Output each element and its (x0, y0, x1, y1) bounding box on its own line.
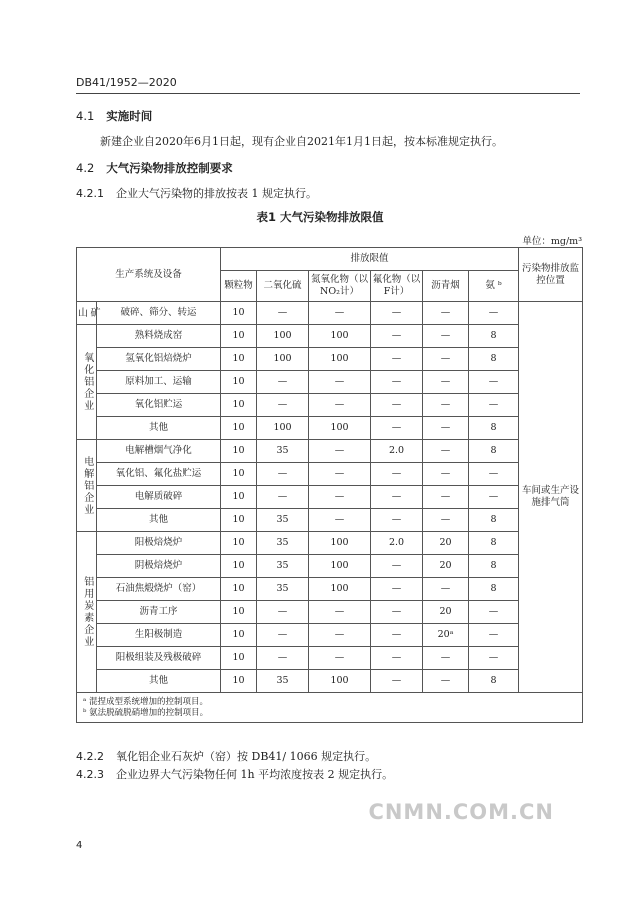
value-cell: — (469, 394, 519, 417)
table-row (77, 624, 583, 647)
device-cell: 原料加工、运输 (97, 371, 221, 394)
value-cell: 10 (221, 624, 257, 647)
value-cell: — (257, 647, 309, 670)
value-cell: — (371, 371, 423, 394)
clause-4-2-3-text: 企业边界大气污染物任何 1h 平均浓度按表 2 规定执行。 (116, 768, 394, 781)
value-cell: 100 (257, 348, 309, 371)
value-cell: — (469, 463, 519, 486)
footnote: ᵃ 混捏成型系统增加的控制项目。 (83, 697, 208, 707)
value-cell: — (371, 670, 423, 693)
device-cell: 破碎、筛分、转运 (97, 302, 221, 325)
value-cell: 100 (309, 670, 371, 693)
value-cell: 35 (257, 532, 309, 555)
value-cell: — (423, 509, 469, 532)
device-cell: 其他 (97, 509, 221, 532)
clause-4-2-1 (76, 185, 317, 201)
value-cell: 10 (221, 394, 257, 417)
value-cell: — (309, 440, 371, 463)
monitor-location-cell: 车间或生产设施排气筒 (519, 302, 583, 693)
value-cell: 8 (469, 555, 519, 578)
table-row (77, 371, 583, 394)
value-cell: — (371, 624, 423, 647)
value-cell: — (257, 486, 309, 509)
value-cell: — (309, 486, 371, 509)
device-cell: 氢氧化铝焙烧炉 (97, 348, 221, 371)
value-cell: — (371, 486, 423, 509)
value-cell: 100 (309, 555, 371, 578)
value-cell: 10 (221, 463, 257, 486)
value-cell: 100 (309, 348, 371, 371)
value-cell: 100 (309, 578, 371, 601)
header-system: 生产系统及设备 (77, 248, 221, 302)
table-row (77, 440, 583, 463)
value-cell: 35 (257, 509, 309, 532)
value-cell: — (469, 647, 519, 670)
table-row (77, 578, 583, 601)
col-header: 氮氧化物（以NO₂计） (309, 271, 371, 302)
value-cell: — (309, 371, 371, 394)
header-limits: 排放限值 (221, 248, 519, 271)
clause-4-2-3 (76, 766, 393, 782)
value-cell: — (423, 325, 469, 348)
clause-4-2-3-number: 4.2.3 (76, 768, 104, 781)
value-cell: 8 (469, 509, 519, 532)
value-cell: — (257, 394, 309, 417)
value-cell: 20 (423, 555, 469, 578)
device-cell: 其他 (97, 670, 221, 693)
value-cell: 10 (221, 601, 257, 624)
device-cell: 阴极焙烧炉 (97, 555, 221, 578)
table-unit: 单位：mg/m³ (522, 236, 582, 247)
table-row (77, 509, 583, 532)
device-cell: 电解槽烟气净化 (97, 440, 221, 463)
group-label: 氧化铝企业 (77, 325, 97, 440)
value-cell: — (309, 394, 371, 417)
section-4-2-number: 4.2 (76, 161, 95, 175)
table-caption: 表1 大气污染物排放限值 (256, 210, 384, 224)
value-cell: — (469, 624, 519, 647)
clause-4-2-2-text: 氧化铝企业石灰炉（窑）按 DB41/ 1066 规定执行。 (116, 750, 377, 763)
header-rule (76, 93, 580, 94)
value-cell: — (423, 417, 469, 440)
value-cell: — (257, 371, 309, 394)
value-cell: 8 (469, 440, 519, 463)
table-row (77, 486, 583, 509)
value-cell: 20ᵃ (423, 624, 469, 647)
group-label: 电解铝企业 (77, 440, 97, 532)
table-row (77, 647, 583, 670)
value-cell: — (423, 463, 469, 486)
value-cell: — (423, 486, 469, 509)
value-cell: — (423, 371, 469, 394)
value-cell: 100 (309, 325, 371, 348)
value-cell: — (257, 624, 309, 647)
footnote-row (77, 693, 583, 723)
value-cell: — (309, 624, 371, 647)
value-cell: 10 (221, 509, 257, 532)
table-row (77, 670, 583, 693)
value-cell: 2.0 (371, 440, 423, 463)
device-cell: 熟料烧成窑 (97, 325, 221, 348)
group-label: 铝用炭素企业 (77, 532, 97, 693)
value-cell: — (257, 601, 309, 624)
value-cell: — (371, 509, 423, 532)
value-cell: 10 (221, 302, 257, 325)
value-cell: — (371, 302, 423, 325)
value-cell: — (257, 302, 309, 325)
value-cell: — (371, 394, 423, 417)
device-cell: 电解质破碎 (97, 486, 221, 509)
value-cell: — (423, 440, 469, 463)
page-number: 4 (76, 840, 83, 851)
value-cell: 8 (469, 670, 519, 693)
value-cell: — (309, 647, 371, 670)
value-cell: — (257, 463, 309, 486)
device-cell: 其他 (97, 417, 221, 440)
section-4-1-title: 实施时间 (106, 109, 153, 123)
section-4-2-heading (76, 160, 233, 176)
section-4-1-number: 4.1 (76, 109, 95, 123)
table-row (77, 601, 583, 624)
watermark-logo: CNMN.COM.CN (368, 800, 554, 824)
value-cell: 100 (309, 417, 371, 440)
value-cell: — (423, 394, 469, 417)
table-row (77, 463, 583, 486)
emission-limit-table (76, 247, 583, 723)
value-cell: 10 (221, 647, 257, 670)
table-row (77, 417, 583, 440)
value-cell: — (371, 348, 423, 371)
table-row (77, 325, 583, 348)
value-cell: — (371, 325, 423, 348)
value-cell: — (469, 302, 519, 325)
section-4-1-heading (76, 108, 152, 124)
table-row (77, 532, 583, 555)
value-cell: — (469, 371, 519, 394)
value-cell: 10 (221, 670, 257, 693)
value-cell: 10 (221, 578, 257, 601)
device-cell: 石油焦煅烧炉（窑） (97, 578, 221, 601)
value-cell: 8 (469, 532, 519, 555)
value-cell: — (423, 670, 469, 693)
value-cell: — (371, 555, 423, 578)
value-cell: 100 (309, 532, 371, 555)
clause-4-2-1-number: 4.2.1 (76, 187, 104, 200)
value-cell: 10 (221, 555, 257, 578)
col-header: 沥青烟 (423, 271, 469, 302)
value-cell: 35 (257, 578, 309, 601)
value-cell: — (469, 486, 519, 509)
device-cell: 阳极焙烧炉 (97, 532, 221, 555)
col-header: 氟化物（以F计） (371, 271, 423, 302)
value-cell: — (309, 463, 371, 486)
value-cell: 10 (221, 532, 257, 555)
value-cell: — (371, 601, 423, 624)
value-cell: 10 (221, 417, 257, 440)
value-cell: 10 (221, 371, 257, 394)
value-cell: 100 (257, 417, 309, 440)
value-cell: 35 (257, 555, 309, 578)
table-row (77, 348, 583, 371)
value-cell: — (309, 302, 371, 325)
value-cell: — (469, 601, 519, 624)
table-row (77, 302, 583, 325)
value-cell: 10 (221, 325, 257, 348)
clause-4-2-1-text: 企业大气污染物的排放按表 1 规定执行。 (116, 187, 317, 200)
value-cell: 10 (221, 440, 257, 463)
value-cell: 8 (469, 348, 519, 371)
col-header: 二氧化硫 (257, 271, 309, 302)
clause-4-2-2-number: 4.2.2 (76, 750, 104, 763)
footnotes (77, 693, 583, 723)
value-cell: 8 (469, 578, 519, 601)
section-4-2-title: 大气污染物排放控制要求 (106, 161, 233, 175)
value-cell: — (423, 647, 469, 670)
footnote: ᵇ 氨法脱硫脱硝增加的控制项目。 (83, 707, 209, 718)
value-cell: 8 (469, 325, 519, 348)
value-cell: — (371, 463, 423, 486)
device-cell: 氧化铝贮运 (97, 394, 221, 417)
value-cell: 20 (423, 601, 469, 624)
col-header: 颗粒物 (221, 271, 257, 302)
value-cell: 35 (257, 440, 309, 463)
group-label: 矿山 (77, 302, 97, 325)
header-monitor: 污染物排放监控位置 (519, 248, 583, 302)
value-cell: 100 (257, 325, 309, 348)
value-cell: 20 (423, 532, 469, 555)
value-cell: — (371, 417, 423, 440)
value-cell: — (309, 509, 371, 532)
value-cell: — (423, 348, 469, 371)
section-4-1-text: 新建企业自2020年6月1日起，现有企业自2021年1月1日起，按本标准规定执行。 (100, 135, 503, 148)
clause-4-2-2 (76, 748, 376, 764)
value-cell: — (371, 647, 423, 670)
value-cell: 35 (257, 670, 309, 693)
value-cell: 10 (221, 348, 257, 371)
value-cell: 8 (469, 417, 519, 440)
device-cell: 氧化铝、氟化盐贮运 (97, 463, 221, 486)
table-row (77, 555, 583, 578)
device-cell: 生阳极制造 (97, 624, 221, 647)
value-cell: 10 (221, 486, 257, 509)
doc-code: DB41/1952—2020 (76, 76, 177, 89)
value-cell: 2.0 (371, 532, 423, 555)
device-cell: 沥青工序 (97, 601, 221, 624)
value-cell: — (309, 601, 371, 624)
value-cell: — (371, 578, 423, 601)
value-cell: — (423, 302, 469, 325)
col-header: 氨 ᵇ (469, 271, 519, 302)
table-row (77, 394, 583, 417)
device-cell: 阳极组装及残极破碎 (97, 647, 221, 670)
value-cell: — (423, 578, 469, 601)
